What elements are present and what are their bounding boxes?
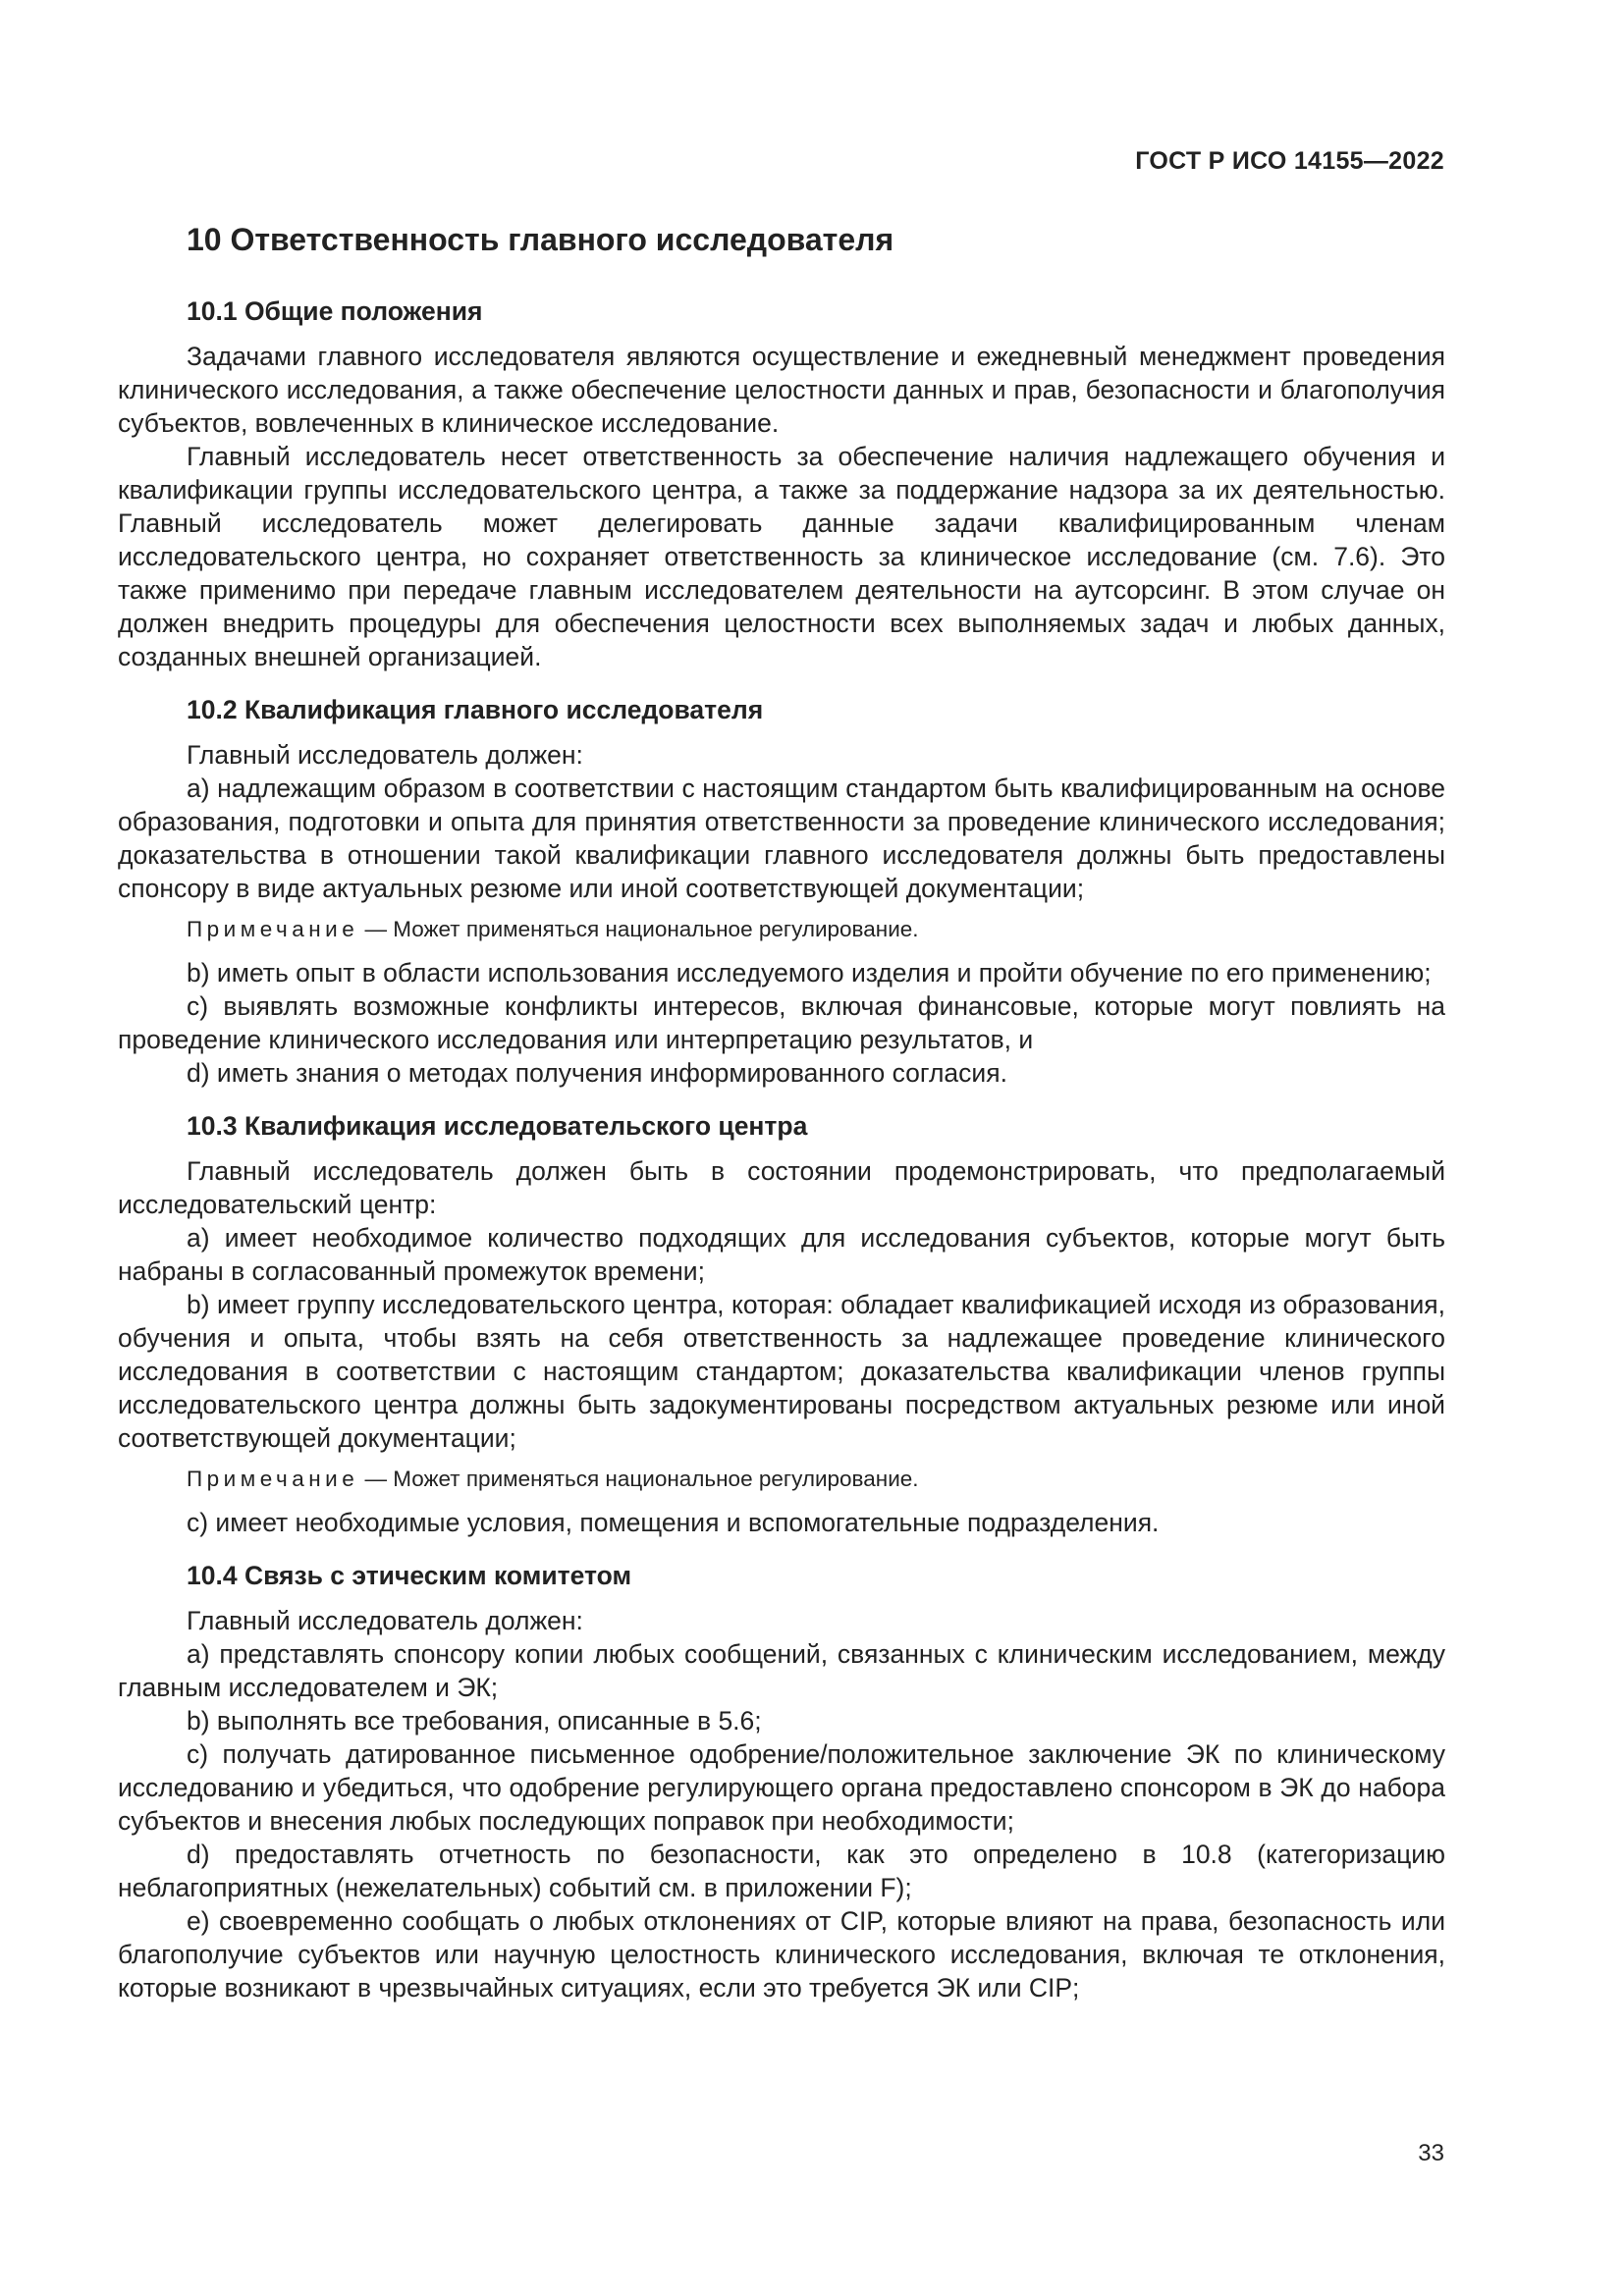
subsection-title-10-4: 10.4 Связь с этическим комитетом	[187, 1561, 632, 1590]
subsection-title-10-2: 10.2 Квалификация главного исследователя	[187, 695, 764, 724]
paragraph-intro: Главный исследователь должен:	[187, 1606, 583, 1635]
page-number: 33	[1418, 2140, 1444, 2166]
paragraph: Главный исследователь несет ответственность за обеспечение наличия надлежащего обучения и квалификации группы исследовательского центра, а также за поддержание надзора за их деятельностью. Главный исследователь может делегировать данные задачи квалифицированным членам исследовательского центра, но сохраняет ответственность за клиническое исследование (см. 7.6). Это также применимо при передаче главным исследователем деятельности на аутсорсинг. В этом случае он должен внедрить процедуры для обеспечения целостности всех выполняемых задач и любых данных, созданных внешней организацией.	[118, 442, 1445, 671]
list-item-c: с) имеет необходимые условия, помещения и вспомогательные подразделения.	[187, 1508, 1160, 1537]
subsection-title-10-3: 10.3 Квалификация исследовательского центра	[187, 1111, 808, 1141]
note-label: Примечание	[187, 1467, 359, 1491]
note	[118, 1465, 1445, 1494]
paragraph-intro: Главный исследователь должен:	[187, 740, 583, 770]
list-item-c: с) получать датированное письменное одобрение/положительное заключение ЭК по клиническому исследованию и убедиться, что одобрение регулирующего органа предоставлено спонсором в ЭК до набора субъектов и внесения любых последующих поправок при необходимости;	[118, 1739, 1445, 1836]
standard-designation: ГОСТ Р ИСО 14155—2022	[1135, 147, 1444, 175]
list-item-c: с) выявлять возможные конфликты интересов, включая финансовые, которые могут повлиять на проведение клинического исследования или интерпретацию результатов, и	[118, 991, 1445, 1054]
list-item-b: b) выполнять все требования, описанные в 5.6;	[187, 1706, 762, 1735]
list-item-a: а) имеет необходимое количество подходящих для исследования субъектов, которые могут быть набраны в согласованный промежуток времени;	[118, 1223, 1445, 1286]
note-text: — Может применяться национальное регулирование.	[358, 917, 919, 941]
list-item-d: d) иметь знания о методах получения информированного согласия.	[187, 1058, 1007, 1088]
list-item-d: d) предоставлять отчетность по безопасности, как это определено в 10.8 (категоризацию неблагоприятных (нежелательных) событий см. в приложении F);	[118, 1840, 1445, 1902]
page-content	[118, 220, 1445, 2004]
note-text: — Может применяться национальное регулирование.	[358, 1467, 919, 1491]
paragraph-intro: Главный исследователь должен быть в состоянии продемонстрировать, что предполагаемый исследовательский центр:	[118, 1156, 1445, 1219]
list-item-a: а) представлять спонсору копии любых сообщений, связанных с клиническим исследованием, между главным исследователем и ЭК;	[118, 1639, 1445, 1702]
note-label: Примечание	[187, 917, 359, 941]
note	[118, 915, 1445, 944]
paragraph: Задачами главного исследователя являются осуществление и ежедневный менеджмент проведения клинического исследования, а также обеспечение целостности данных и прав, безопасности и благополучия субъектов, вовлеченных в клиническое исследование.	[118, 342, 1445, 438]
list-item-b: b) иметь опыт в области использования исследуемого изделия и пройти обучение по его применению;	[187, 958, 1432, 988]
list-item-a: а) надлежащим образом в соответствии с настоящим стандартом быть квалифицированным на основе образования, подготовки и опыта для принятия ответственности за проведение клинического исследования; доказательства в отношении такой квалификации главного исследователя должны быть предоставлены спонсору в виде актуальных резюме или иной соответствующей документации;	[118, 774, 1445, 903]
subsection-title-10-1: 10.1 Общие положения	[187, 296, 483, 326]
section-title: 10 Ответственность главного исследователя	[187, 222, 894, 257]
list-item-e: е) своевременно сообщать о любых отклонениях от CIP, которые влияют на права, безопасность или благополучие субъектов или научную целостность клинического исследования, включая те отклонения, которые возникают в чрезвычайных ситуациях, если это требуется ЭК или CIP;	[118, 1906, 1445, 2002]
list-item-b: b) имеет группу исследовательского центра, которая: обладает квалификацией исходя из образования, обучения и опыта, чтобы взять на себя ответственность за надлежащее проведение клинического исследования в соответствии с настоящим стандартом; доказательства квалификации членов группы исследовательского центра должны быть задокументированы посредством актуальных резюме или иной соответствующей документации;	[118, 1290, 1445, 1453]
